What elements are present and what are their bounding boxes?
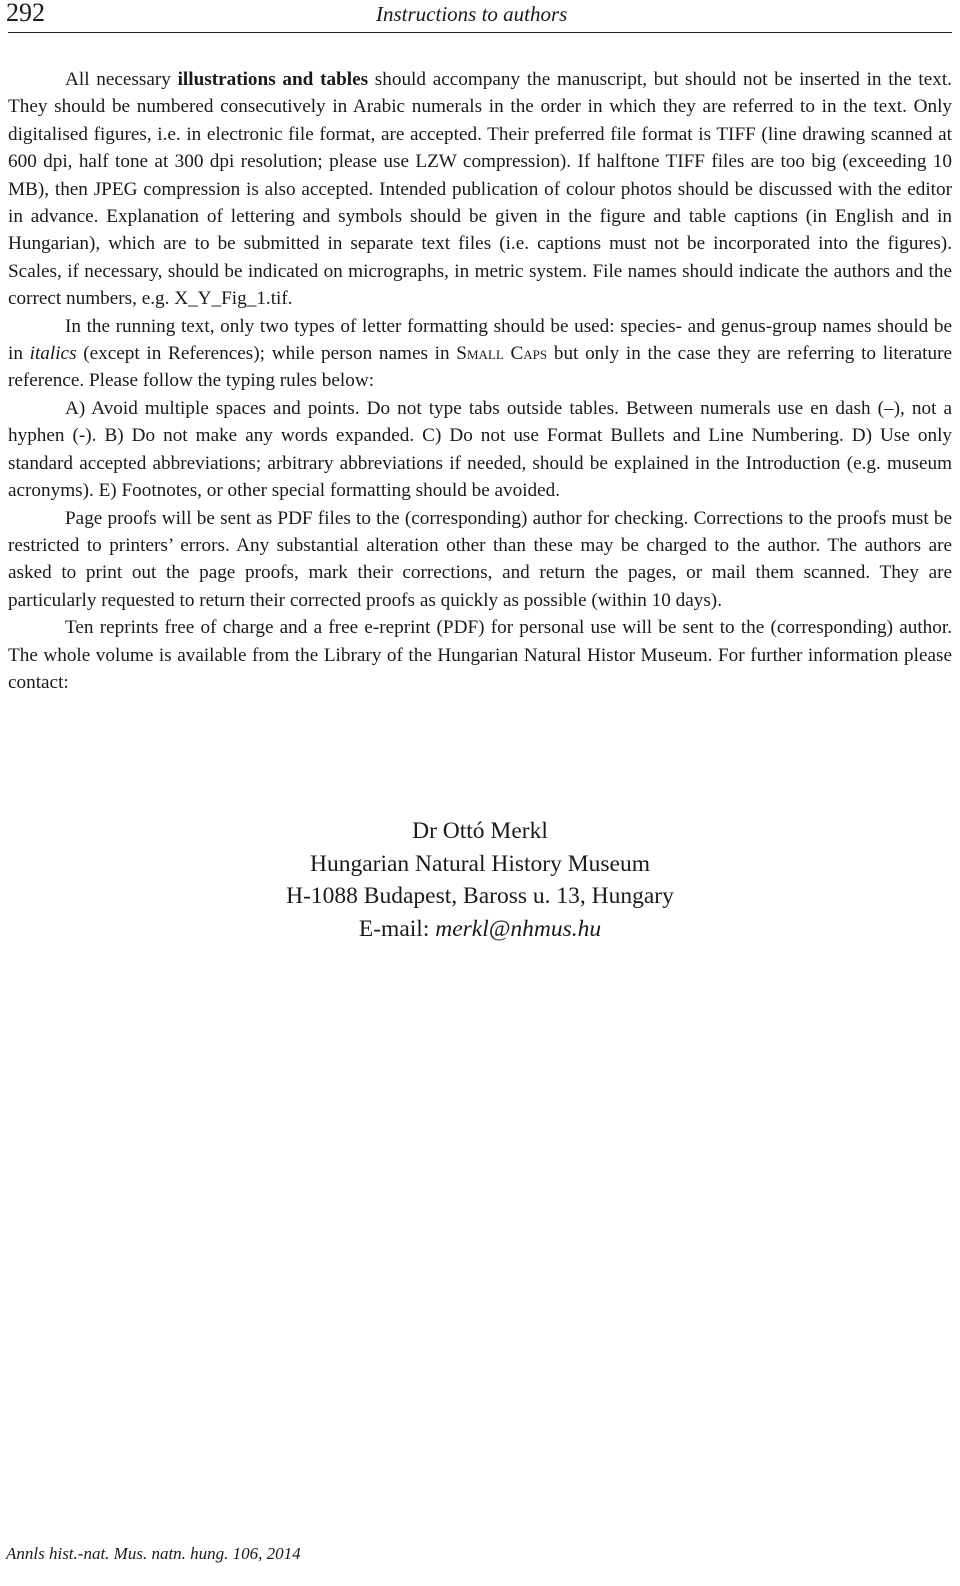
- body-text: [8, 66, 952, 696]
- page-number: 292: [6, 0, 45, 27]
- contact-institution: Hungarian Natural History Museum: [309, 850, 651, 877]
- paragraph-reprints: Ten reprints free of charge and a free e-reprint (PDF) for personal use will be sent to the (corresponding) author. The whole volume is available from the Library of the Hungarian Natural Histor Museum. For further information please contact:: [8, 617, 952, 693]
- paragraph-formatting: [8, 313, 952, 395]
- contact-email-line: [8, 913, 952, 946]
- bold-term: illustrations and tables: [177, 69, 369, 90]
- email-link[interactable]: merkl@nhmus.hu: [435, 915, 602, 942]
- paragraph-text: In the running text, only two types of letter formatting should be used: species- and genus-group names should be in: [8, 315, 952, 365]
- contact-block: [8, 815, 952, 945]
- paragraph-text: but only in the case they are referring to literature reference. Please follow the typing rules below:: [8, 343, 952, 392]
- paragraph-text: All necessary: [65, 69, 178, 90]
- paragraph-page-proofs: Page proofs will be sent as PDF files to the (corresponding) author for checking. Corrections to the proofs must be restricted to printers’ errors. Any substantial alteration other than these may be charged to the author. The authors are asked to print out the page proofs, mark their corrections, and return the pages, or mail them scanned. They are particularly requested to return their corrected proofs as quickly as possible (within 10 days).: [8, 507, 952, 611]
- footer-citation: Annls hist.-nat. Mus. natn. hung. 106, 2014: [6, 1544, 301, 1563]
- running-title: Instructions to authors: [376, 2, 568, 26]
- paragraph-illustrations: [8, 66, 952, 313]
- running-header: [8, 0, 952, 33]
- document-page: [8, 0, 952, 1586]
- italic-term: italics: [29, 343, 77, 365]
- contact-name: Dr Ottó Merkl: [412, 818, 548, 844]
- paragraph-text: should accompany the manuscript, but should not be inserted in the text. They should be numbered consecutively in Arabic numerals in the order in which they are referred to in the text. Only digitalised figures, i.e. in electronic file format, are accepted. Their preferred file format is TIFF (line drawing scanned at 600 dpi, half tone at 300 dpi resolution; please use LZW compression). If halftone TIFF files are too big (exceeding 10 MB), then JPEG compression is also accepted. Intended publication of colour photos should be discussed with the editor in advance. Explanation of lettering and symbols should be given in the figure and table captions (in English and in Hungarian), which are to be submitted in separate text files (i.e. captions must not be incorporated into the figures). Scales, if necessary, should be indicated on micrographs, in metric system. File names should indicate the authors and the correct numbers, e.g. X_Y_Fig_1.tif.: [8, 69, 952, 310]
- email-label: E-mail:: [358, 915, 436, 942]
- paragraph-typing-rules: A) Avoid multiple spaces and points. Do not type tabs outside tables. Between numerals use en dash (–), not a hyphen (-). B) Do not make any words expanded. C) Do not use Format Bullets and Line Numbering. D) Use only standard accepted abbreviations; arbitrary abbreviations if needed, should be explained in the Introduction (e.g. museum acronyms). E) Footnotes, or other special formatting should be avoided.: [8, 397, 952, 502]
- small-caps-term: Small Caps: [456, 343, 548, 365]
- paragraph-text: (except in References); while person names in: [76, 343, 457, 365]
- contact-address: H-1088 Budapest, Baross u. 13, Hungary: [286, 883, 674, 909]
